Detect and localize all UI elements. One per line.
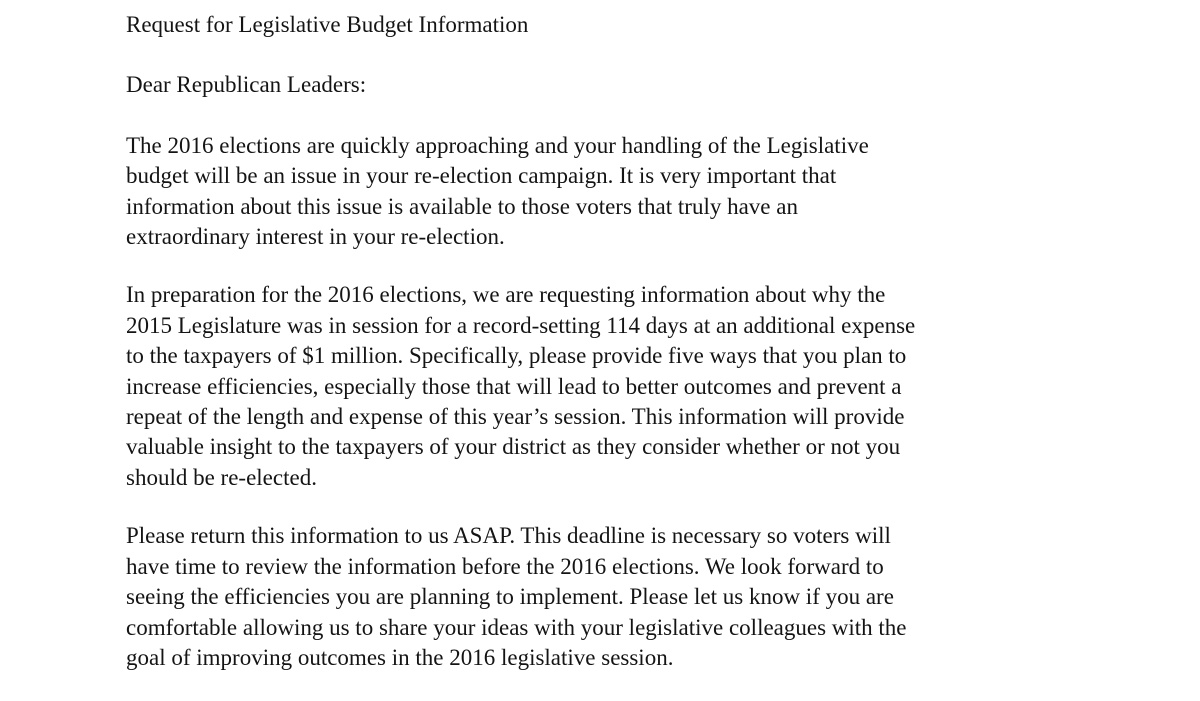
paragraph-line: budget will be an issue in your re-election campaign. It is very important that	[126, 163, 837, 189]
paragraph-line: to the taxpayers of $1 million. Specifically, please provide five ways that you plan to	[126, 343, 907, 369]
paragraph-line: comfortable allowing us to share your ideas with your legislative colleagues with the	[126, 614, 907, 640]
paragraph-line: should be re-elected.	[126, 464, 317, 490]
salutation-line: Dear Republican Leaders:	[126, 72, 367, 98]
paragraph-line: 2015 Legislature was in session for a record-setting 114 days at an additional expense	[126, 312, 916, 338]
subject-line: Request for Legislative Budget Information	[126, 12, 529, 37]
paragraph-line: In preparation for the 2016 elections, we are requesting information about why the	[126, 282, 886, 308]
letter-salutation	[126, 70, 1126, 100]
paragraph-line: seeing the efficiencies you are planning to implement. Please let us know if you are	[126, 584, 894, 610]
paragraph-line: information about this issue is available to those voters that truly have an	[126, 193, 798, 219]
paragraph-2	[126, 280, 1126, 493]
paragraph-line: extraordinary interest in your re-election.	[126, 224, 505, 250]
paragraph-1	[126, 131, 1126, 253]
paragraph-line: goal of improving outcomes in the 2016 legislative session.	[126, 644, 674, 670]
paragraph-line: increase efficiencies, especially those that will lead to better outcomes and prevent a	[126, 373, 902, 399]
letter-subject	[126, 10, 1126, 40]
paragraph-line: have time to review the information before the 2016 elections. We look forward to	[126, 553, 884, 579]
paragraph-line: repeat of the length and expense of this year’s session. This information will provide	[126, 404, 905, 430]
paragraph-3	[126, 521, 1126, 673]
paragraph-line: Please return this information to us ASAP. This deadline is necessary so voters will	[126, 523, 891, 549]
paragraph-line: valuable insight to the taxpayers of your district as they consider whether or not you	[126, 434, 901, 460]
letter-body	[126, 10, 1126, 701]
paragraph-line: The 2016 elections are quickly approaching and your handling of the Legislative	[126, 132, 869, 158]
